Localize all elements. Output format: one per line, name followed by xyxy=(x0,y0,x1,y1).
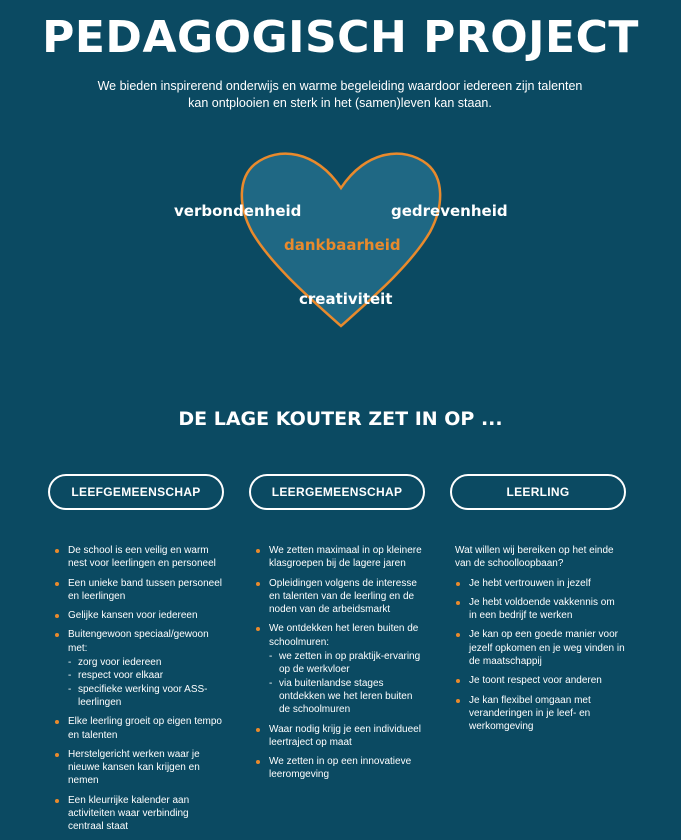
sub-list-item: - zorg voor iedereen xyxy=(68,656,224,669)
list-item: Opleidingen volgens de interesse en talenten van de leerling en de noden van de arbeidsmarkt xyxy=(255,577,425,617)
list-item: Je kan op een goede manier voor jezelf opkomen en je weg vinden in de maatschappij xyxy=(455,628,625,668)
column-leefgemeenschap xyxy=(54,544,224,840)
list-item: Buitengewoon speciaal/gewoon met: - zorg voor iedereen - respect voor elkaar - specifieke werking voor ASS-leerlingen xyxy=(54,628,224,709)
sub-list-item: - specifieke werking voor ASS-leerlingen xyxy=(68,683,224,710)
list-item: Een unieke band tussen personeel en leerlingen xyxy=(54,577,224,604)
page-title: PEDAGOGISCH PROJECT xyxy=(42,12,639,63)
heading-leerling: LEERLING xyxy=(450,474,626,510)
list-item: We zetten maximaal in op kleinere klasgroepen bij de lagere jaren xyxy=(255,544,425,571)
list-item: Waar nodig krijg je een individueel leertraject op maat xyxy=(255,723,425,750)
value-creativiteit: creativiteit xyxy=(299,290,393,308)
list-item: We ontdekken het leren buiten de schoolmuren: - we zetten in op praktijk-ervaring op de werkvloer - via buitenlandse stages ontdekken we het leren buiten de schoolmuren xyxy=(255,622,425,716)
list-item: Je hebt vertrouwen in jezelf xyxy=(455,577,625,590)
value-dankbaarheid: dankbaarheid xyxy=(284,236,401,254)
list-item: Gelijke kansen voor iedereen xyxy=(54,609,224,622)
list-item: Herstelgericht werken waar je nieuwe kansen kan krijgen en nemen xyxy=(54,748,224,788)
column-leergemeenschap xyxy=(255,544,425,788)
list-item: Een kleurrijke kalender aan activiteiten waar verbinding centraal staat xyxy=(54,794,224,834)
section-subtitle: DE LAGE KOUTER ZET IN OP ... xyxy=(178,408,503,430)
list-item: Je kan flexibel omgaan met veranderingen in je leef- en werkomgeving xyxy=(455,694,625,734)
list-item: Je hebt voldoende vakkennis om in een bedrijf te werken xyxy=(455,596,625,623)
heading-leefgemeenschap: LEEFGEMEENSCHAP xyxy=(48,474,224,510)
column-intro: Wat willen wij bereiken op het einde van de schoolloopbaan? xyxy=(455,545,614,570)
list-item: De school is een veilig en warm nest voor leerlingen en personeel xyxy=(54,544,224,571)
heading-leergemeenschap: LEERGEMEENSCHAP xyxy=(249,474,425,510)
sub-list-item: - we zetten in op praktijk-ervaring op de werkvloer xyxy=(269,650,425,677)
list-item: We zetten in op een innovatieve leeromgeving xyxy=(255,755,425,782)
value-gedrevenheid: gedrevenheid xyxy=(391,202,508,220)
heart-icon xyxy=(0,0,681,400)
value-verbondenheid: verbondenheid xyxy=(174,202,302,220)
column-leerling xyxy=(455,544,625,740)
sub-list-item: - respect voor elkaar xyxy=(68,669,224,682)
intro-text: We bieden inspirerend onderwijs en warme begeleiding waardoor iedereen zijn talenten kan ontplooien en sterk in het (samen)leven kan staan. xyxy=(97,79,583,110)
sub-list-item: - via buitenlandse stages ontdekken we het leren buiten de schoolmuren xyxy=(269,677,425,717)
list-item: Elke leerling groeit op eigen tempo en talenten xyxy=(54,715,224,742)
list-item: Je toont respect voor anderen xyxy=(455,674,625,687)
